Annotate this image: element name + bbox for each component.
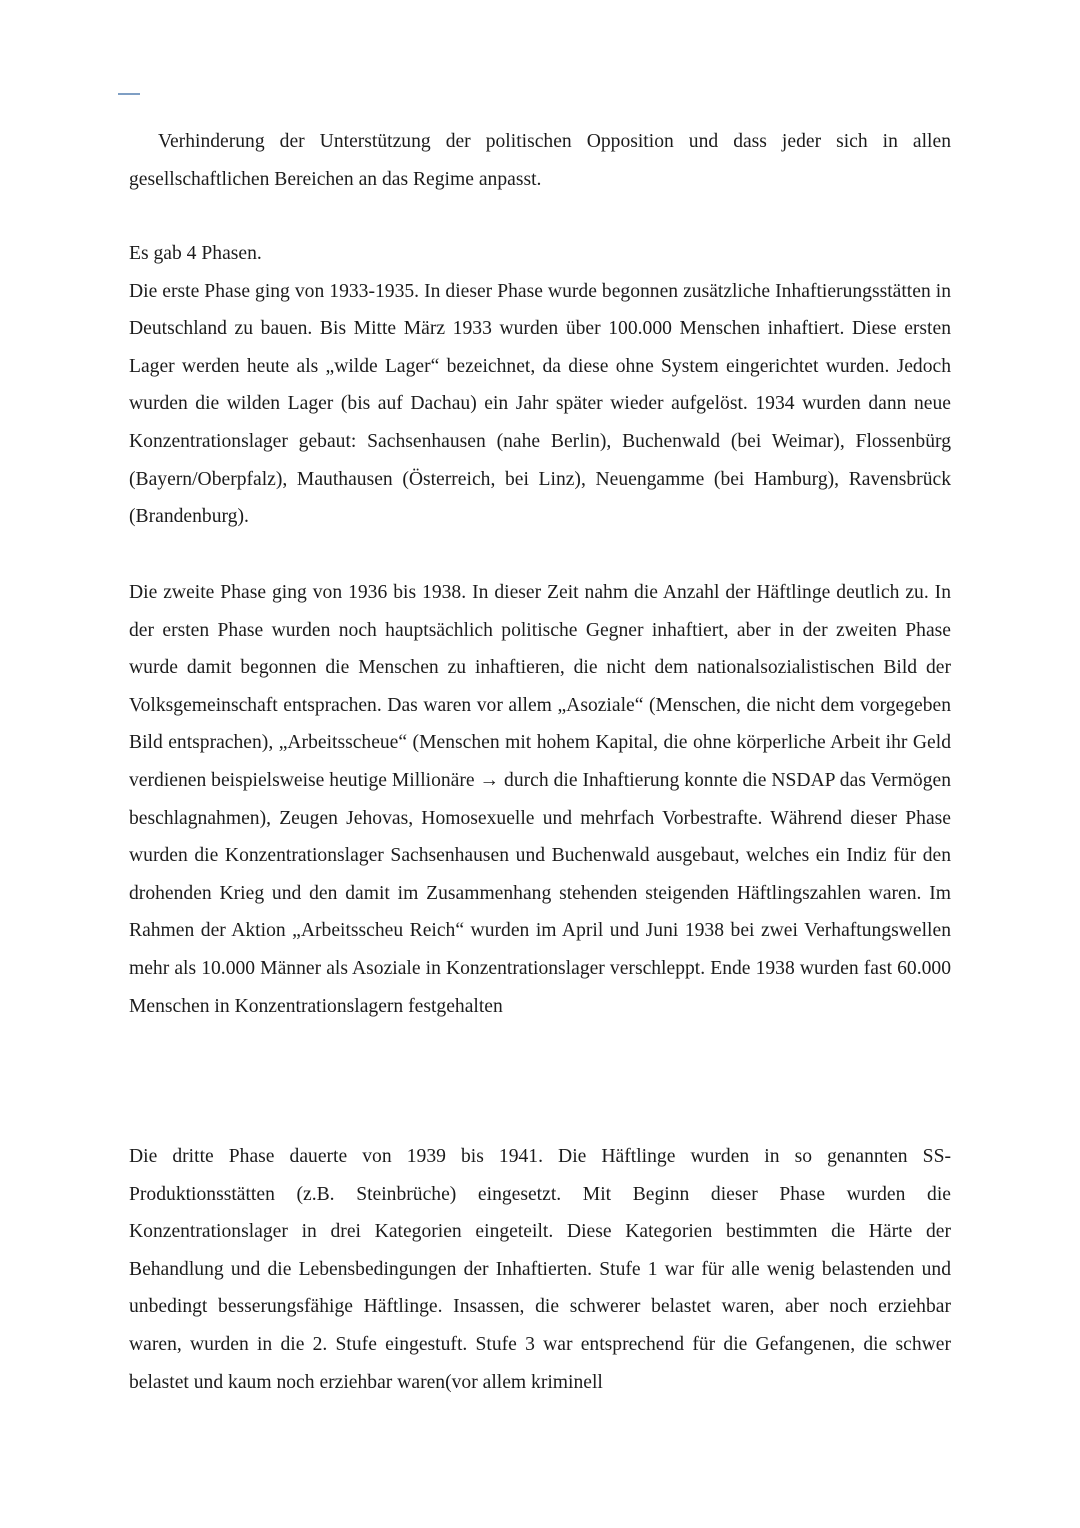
phase-three-block xyxy=(129,1138,951,1401)
phase-one-paragraph: Die erste Phase ging von 1933-1935. In dieser Phase wurde begonnen zusätzliche Inhaftierungsstätten in Deutschland zu bauen. Bis Mitte März 1933 wurden über 100.000 Menschen inhaftiert. Diese ersten Lager werden heute als „wilde Lager“ bezeichnet, da diese ohne System eingerichtet wurden. Jedoch wurden die wilden Lager (bis auf Dachau) ein Jahr später wieder aufgelöst. 1934 wurden dann neue Konzentrationslager gebaut: Sachsenhausen (nahe Berlin), Buchenwald (bei Weimar), Flossenbürg (Bayern/Oberpfalz), Mauthausen (Österreich, bei Linz), Neuengamme (bei Hamburg), Ravensbrück (Brandenburg). xyxy=(129,280,951,528)
phase-one-block xyxy=(129,235,951,536)
page-corner-mark xyxy=(118,93,140,95)
phase-two-block xyxy=(129,574,951,1025)
phase-three-paragraph: Die dritte Phase dauerte von 1939 bis 1941. Die Häftlinge wurden in so genannten SS-Produktionsstätten (z.B. Steinbrüche) eingesetzt. Mit Beginn dieser Phase wurden die Konzentrationslager in drei Kategorien eingeteilt. Diese Kategorien bestimmten die Härte der Behandlung und die Lebensbedingungen der Inhaftierten. Stufe 1 war für alle wenig belastenden und unbedingt besserungsfähige Häftlinge. Insassen, die schwerer belastet waren, aber noch erziehbar waren, wurden in die 2. Stufe eingestuft. Stufe 3 war entsprechend für die Gefangenen, die schwer belastet und kaum noch erziehbar waren(vor allem kriminell xyxy=(129,1146,951,1393)
intro-paragraph-block xyxy=(129,123,951,198)
intro-paragraph: Verhinderung der Unterstützung der politischen Opposition und dass jeder sich in allen gesellschaftlichen Bereichen an das Regime anpasst. xyxy=(129,131,951,190)
phases-count-line: Es gab 4 Phasen. xyxy=(129,243,262,264)
phase-two-paragraph: Die zweite Phase ging von 1936 bis 1938. In dieser Zeit nahm die Anzahl der Häftlinge deutlich zu. In der ersten Phase wurden noch hauptsächlich politische Gegner inhaftiert, aber in der zweiten Phase wurde damit begonnen die Menschen zu inhaftieren, die nicht dem nationalsozialistischen Bild der Volksgemeinschaft entsprachen. Das waren vor allem „Asoziale“ (Menschen, die nicht dem vorgegeben Bild entsprachen), „Arbeitsscheue“ (Menschen mit hohem Kapital, die ohne körperliche Arbeit ihr Geld verdienen beispielsweise heutige Millionäre → durch die Inhaftierung konnte die NSDAP das Vermögen beschlagnahmen), Zeugen Jehovas, Homosexuelle und mehrfach Vorbestrafte. Während dieser Phase wurden die Konzentrationslager Sachsenhausen und Buchenwald ausgebaut, welches ein Indiz für den drohenden Krieg und den damit im Zusammenhang stehenden steigenden Häftlingszahlen waren. Im Rahmen der Aktion „Arbeitsscheu Reich“ wurden im April und Juni 1938 bei zwei Verhaftungswellen mehr als 10.000 Männer als Asoziale in Konzentrationslager verschleppt. Ende 1938 wurden fast 60.000 Menschen in Konzentrationslagern festgehalten xyxy=(129,582,951,1017)
